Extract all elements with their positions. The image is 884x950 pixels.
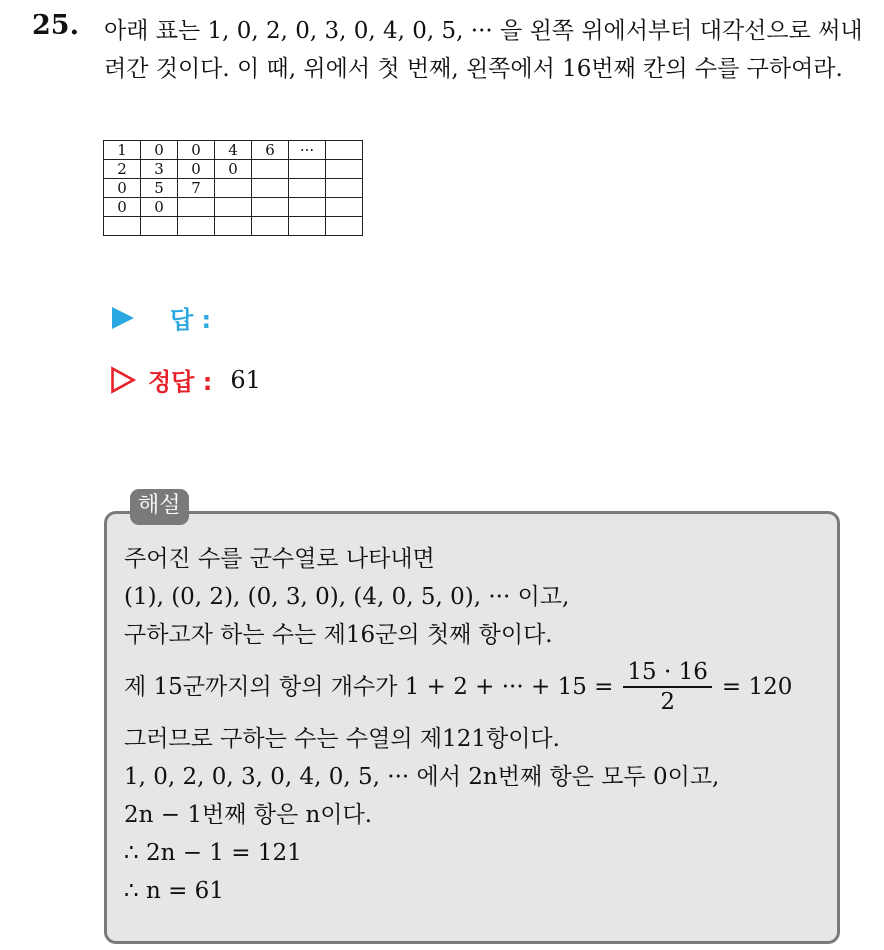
grid-cell — [141, 217, 178, 236]
correct-answer-label: 정답 : — [148, 368, 213, 396]
grid-cell: 5 — [141, 179, 178, 198]
solution-line-4 — [124, 654, 824, 720]
grid-cell — [289, 179, 326, 198]
correct-answer-row — [110, 362, 261, 397]
solution-line-1: 주어진 수를 군수열로 나타내면 — [124, 546, 435, 572]
grid-cell — [289, 198, 326, 217]
grid-cell: ··· — [289, 141, 326, 160]
solution-line-2: (1), (0, 2), (0, 3, 0), (4, 0, 5, 0), ··· 이고, — [124, 584, 570, 610]
grid-cell — [326, 217, 363, 236]
grid-cell — [289, 217, 326, 236]
grid-cell: 4 — [215, 141, 252, 160]
grid-cell — [252, 198, 289, 217]
grid-cell: 0 — [141, 198, 178, 217]
fraction-numerator: 15 · 16 — [627, 659, 708, 686]
solution-line-8: ∴ 2n − 1 = 121 — [124, 840, 302, 866]
grid-cell — [326, 141, 363, 160]
grid-cell: 0 — [104, 179, 141, 198]
correct-answer-value: 61 — [230, 365, 261, 394]
grid-cell — [252, 217, 289, 236]
number-grid — [103, 140, 363, 236]
grid-cell: 0 — [215, 160, 252, 179]
answer-label: 답 : — [170, 306, 212, 334]
grid-cell — [215, 217, 252, 236]
solution-line-5: 그러므로 구하는 수는 수열의 제121항이다. — [124, 726, 560, 752]
solution-line-7: 2n − 1번째 항은 n이다. — [124, 802, 373, 828]
grid-cell — [178, 198, 215, 217]
fraction — [623, 658, 711, 716]
grid-row — [104, 198, 363, 217]
solution-tag: 해설 — [130, 489, 189, 525]
grid-row — [104, 160, 363, 179]
grid-cell — [326, 160, 363, 179]
solution-line-9: ∴ n = 61 — [124, 878, 224, 904]
grid-cell: 0 — [104, 198, 141, 217]
grid-cell: 3 — [141, 160, 178, 179]
grid-cell: 6 — [252, 141, 289, 160]
grid-cell: 0 — [141, 141, 178, 160]
solution-line-6: 1, 0, 2, 0, 3, 0, 4, 0, 5, ··· 에서 2n번째 항은 모두 0이고, — [124, 764, 720, 790]
grid-cell — [289, 160, 326, 179]
grid-row — [104, 141, 363, 160]
grid-cell — [215, 198, 252, 217]
grid-cell: 7 — [178, 179, 215, 198]
grid-row — [104, 217, 363, 236]
grid-row — [104, 179, 363, 198]
grid-cell: 2 — [104, 160, 141, 179]
solution-line-4-pre: 제 15군까지의 항의 개수가 1 + 2 + ··· + 15 = — [124, 674, 614, 700]
play-triangle-icon — [110, 305, 136, 331]
grid-cell: 0 — [178, 141, 215, 160]
answer-row — [110, 300, 211, 335]
solution-content — [124, 540, 824, 910]
grid-cell — [326, 198, 363, 217]
grid-cell — [215, 179, 252, 198]
grid-cell — [252, 179, 289, 198]
grid-cell: 0 — [178, 160, 215, 179]
grid-cell: 1 — [104, 141, 141, 160]
grid-cell — [252, 160, 289, 179]
solution-line-3: 구하고자 하는 수는 제16군의 첫째 항이다. — [124, 622, 553, 648]
solution-line-4-post: = 120 — [721, 674, 793, 700]
question-text: 아래 표는 1, 0, 2, 0, 3, 0, 4, 0, 5, ··· 을 왼쪽 위에서부터 대각선으로 써내려간 것이다. 이 때, 위에서 첫 번째, 왼쪽에서 16번째 칸의 수를 구하여라. — [104, 18, 863, 82]
fraction-denominator: 2 — [660, 688, 675, 715]
outline-triangle-icon — [110, 366, 136, 394]
grid-cell — [326, 179, 363, 198]
question-number: 25. — [32, 10, 79, 41]
grid-cell — [104, 217, 141, 236]
grid-cell — [178, 217, 215, 236]
